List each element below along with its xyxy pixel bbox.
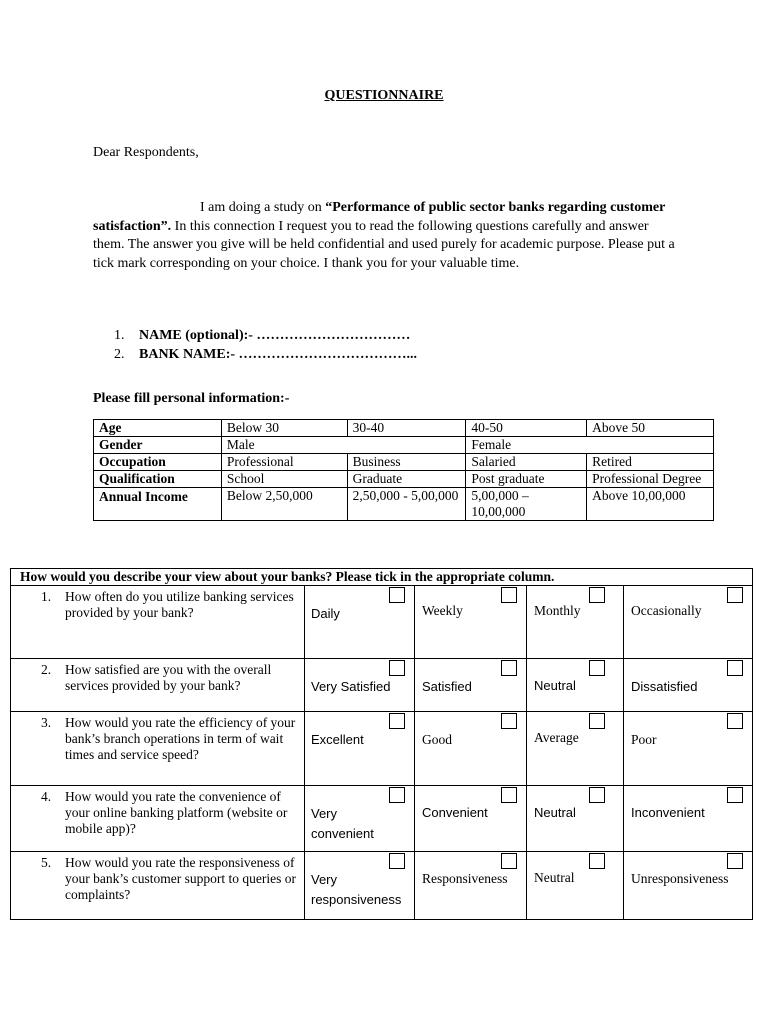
option-label: Monthly bbox=[534, 603, 581, 618]
option-cell[interactable]: 2,50,000 - 5,00,000 bbox=[347, 488, 466, 521]
answer-cell[interactable] bbox=[624, 786, 753, 852]
option-cell[interactable]: Below 30 bbox=[221, 420, 347, 437]
answer-cell[interactable] bbox=[527, 786, 624, 852]
answer-cell[interactable] bbox=[305, 659, 415, 712]
intro-lead: I am doing a study on bbox=[200, 200, 326, 215]
qualification-row bbox=[94, 471, 714, 488]
checkbox[interactable] bbox=[389, 853, 405, 869]
questions-header: How would you describe your view about your banks? Please tick in the appropriate column. bbox=[11, 569, 753, 586]
option-cell[interactable]: Salaried bbox=[466, 454, 587, 471]
question-number: 4. bbox=[41, 789, 52, 804]
option-cell[interactable]: Professional bbox=[221, 454, 347, 471]
checkbox[interactable] bbox=[501, 853, 517, 869]
question-cell bbox=[11, 852, 305, 920]
option-label: Satisfied bbox=[422, 679, 472, 694]
checkbox[interactable] bbox=[501, 587, 517, 603]
option-label: Inconvenient bbox=[631, 805, 705, 820]
option-cell[interactable]: Below 2,50,000 bbox=[221, 488, 347, 521]
question-row bbox=[11, 852, 753, 920]
checkbox[interactable] bbox=[589, 660, 605, 676]
checkbox[interactable] bbox=[589, 853, 605, 869]
answer-cell[interactable] bbox=[415, 659, 527, 712]
question-cell bbox=[11, 659, 305, 712]
row-label: Gender bbox=[94, 437, 222, 454]
option-cell[interactable]: Professional Degree bbox=[587, 471, 714, 488]
option-label: Occasionally bbox=[631, 603, 702, 618]
row-label: Age bbox=[94, 420, 222, 437]
occupation-row bbox=[94, 454, 714, 471]
income-row bbox=[94, 488, 714, 521]
field-number: 2. bbox=[114, 346, 125, 362]
option-label: Neutral bbox=[534, 678, 576, 693]
answer-cell[interactable] bbox=[305, 586, 415, 659]
question-number: 1. bbox=[41, 589, 52, 604]
question-cell bbox=[11, 786, 305, 852]
option-label: Average bbox=[534, 730, 579, 745]
checkbox[interactable] bbox=[501, 713, 517, 729]
option-label: Very responsiveness bbox=[311, 872, 402, 907]
option-cell[interactable]: Male bbox=[221, 437, 466, 454]
question-row bbox=[11, 659, 753, 712]
option-cell[interactable]: 40-50 bbox=[466, 420, 587, 437]
answer-cell[interactable] bbox=[527, 712, 624, 786]
age-row bbox=[94, 420, 714, 437]
option-label: Daily bbox=[311, 606, 340, 621]
bank-name-field[interactable] bbox=[114, 346, 417, 365]
option-label: Dissatisfied bbox=[631, 679, 698, 694]
question-text: How would you rate the convenience of your online banking platform (website or mobile app)? bbox=[65, 789, 288, 836]
option-cell[interactable]: Above 10,00,000 bbox=[587, 488, 714, 521]
checkbox[interactable] bbox=[389, 660, 405, 676]
question-text: How would you rate the responsiveness of your bank’s customer support to queries or complaints? bbox=[65, 855, 296, 902]
question-number: 2. bbox=[41, 662, 52, 677]
page-title: QUESTIONNAIRE bbox=[324, 88, 444, 103]
option-label: Unresponsiveness bbox=[631, 871, 729, 886]
question-row bbox=[11, 586, 753, 659]
greeting: Dear Respondents, bbox=[93, 145, 199, 160]
answer-cell[interactable] bbox=[624, 586, 753, 659]
checkbox[interactable] bbox=[727, 660, 743, 676]
checkbox[interactable] bbox=[501, 787, 517, 803]
checkbox[interactable] bbox=[389, 787, 405, 803]
answer-cell[interactable] bbox=[527, 852, 624, 920]
answer-cell[interactable] bbox=[305, 712, 415, 786]
checkbox[interactable] bbox=[727, 853, 743, 869]
personal-info-table bbox=[93, 419, 714, 521]
question-number: 3. bbox=[41, 715, 52, 730]
option-cell[interactable]: Business bbox=[347, 454, 466, 471]
questions-table bbox=[10, 568, 753, 920]
identity-fields bbox=[114, 327, 417, 364]
checkbox[interactable] bbox=[727, 713, 743, 729]
row-label: Occupation bbox=[94, 454, 222, 471]
checkbox[interactable] bbox=[389, 713, 405, 729]
option-cell[interactable]: School bbox=[221, 471, 347, 488]
option-label: Very Satisfied bbox=[311, 679, 391, 694]
option-cell[interactable]: Graduate bbox=[347, 471, 466, 488]
option-label: Convenient bbox=[422, 805, 488, 820]
option-cell[interactable]: 5,00,000 – 10,00,000 bbox=[466, 488, 587, 521]
checkbox[interactable] bbox=[727, 587, 743, 603]
question-row bbox=[11, 786, 753, 852]
checkbox[interactable] bbox=[589, 587, 605, 603]
question-row bbox=[11, 712, 753, 786]
question-cell bbox=[11, 712, 305, 786]
option-label: Poor bbox=[631, 732, 657, 747]
checkbox[interactable] bbox=[389, 587, 405, 603]
option-cell[interactable]: Above 50 bbox=[587, 420, 714, 437]
personal-info-heading: Please fill personal information:- bbox=[93, 391, 290, 406]
field-label: BANK NAME:- ………………………………... bbox=[139, 346, 418, 362]
option-label: Responsiveness bbox=[422, 871, 508, 886]
intro-paragraph bbox=[93, 199, 683, 273]
checkbox[interactable] bbox=[589, 787, 605, 803]
option-cell[interactable]: 30-40 bbox=[347, 420, 466, 437]
name-field[interactable] bbox=[114, 327, 417, 346]
field-label: NAME (optional):- …………………………… bbox=[139, 328, 411, 343]
question-number: 5. bbox=[41, 855, 52, 870]
answer-cell[interactable] bbox=[527, 659, 624, 712]
answer-cell[interactable] bbox=[624, 659, 753, 712]
row-label: Annual Income bbox=[94, 488, 222, 521]
answer-cell[interactable] bbox=[624, 712, 753, 786]
questions-header-row bbox=[11, 569, 753, 586]
option-label: Good bbox=[422, 732, 452, 747]
answer-cell[interactable] bbox=[305, 786, 415, 852]
answer-cell[interactable] bbox=[415, 712, 527, 786]
answer-cell[interactable] bbox=[415, 786, 527, 852]
option-cell[interactable]: Post graduate bbox=[466, 471, 587, 488]
study-title: “Performance of public sector banks regarding customer satisfaction”. bbox=[93, 200, 666, 234]
option-label: Excellent bbox=[311, 732, 364, 747]
checkbox[interactable] bbox=[727, 787, 743, 803]
answer-cell[interactable] bbox=[415, 852, 527, 920]
checkbox[interactable] bbox=[501, 660, 517, 676]
answer-cell[interactable] bbox=[624, 852, 753, 920]
answer-cell[interactable] bbox=[415, 586, 527, 659]
option-label: Weekly bbox=[422, 603, 463, 618]
question-text: How satisfied are you with the overall services provided by your bank? bbox=[65, 662, 272, 693]
field-number: 1. bbox=[114, 328, 125, 343]
checkbox[interactable] bbox=[589, 713, 605, 729]
option-cell[interactable]: Retired bbox=[587, 454, 714, 471]
row-label: Qualification bbox=[94, 471, 222, 488]
intro-body: In this connection I request you to read the following questions carefully and answer them. The answer you give will be held confidential and used purely for academic purpose. Please put a tick mark corresponding on your choice. I thank you for your valuable time. bbox=[93, 218, 675, 271]
option-label: Neutral bbox=[534, 805, 576, 820]
gender-row bbox=[94, 437, 714, 454]
option-label: Neutral bbox=[534, 870, 575, 885]
question-cell bbox=[11, 586, 305, 659]
option-label: Very convenient bbox=[311, 806, 374, 841]
answer-cell[interactable] bbox=[305, 852, 415, 920]
question-text: How often do you utilize banking services provided by your bank? bbox=[65, 589, 294, 620]
option-cell[interactable]: Female bbox=[466, 437, 714, 454]
answer-cell[interactable] bbox=[527, 586, 624, 659]
question-text: How would you rate the efficiency of your bank’s branch operations in term of wait times and service speed? bbox=[65, 715, 296, 762]
